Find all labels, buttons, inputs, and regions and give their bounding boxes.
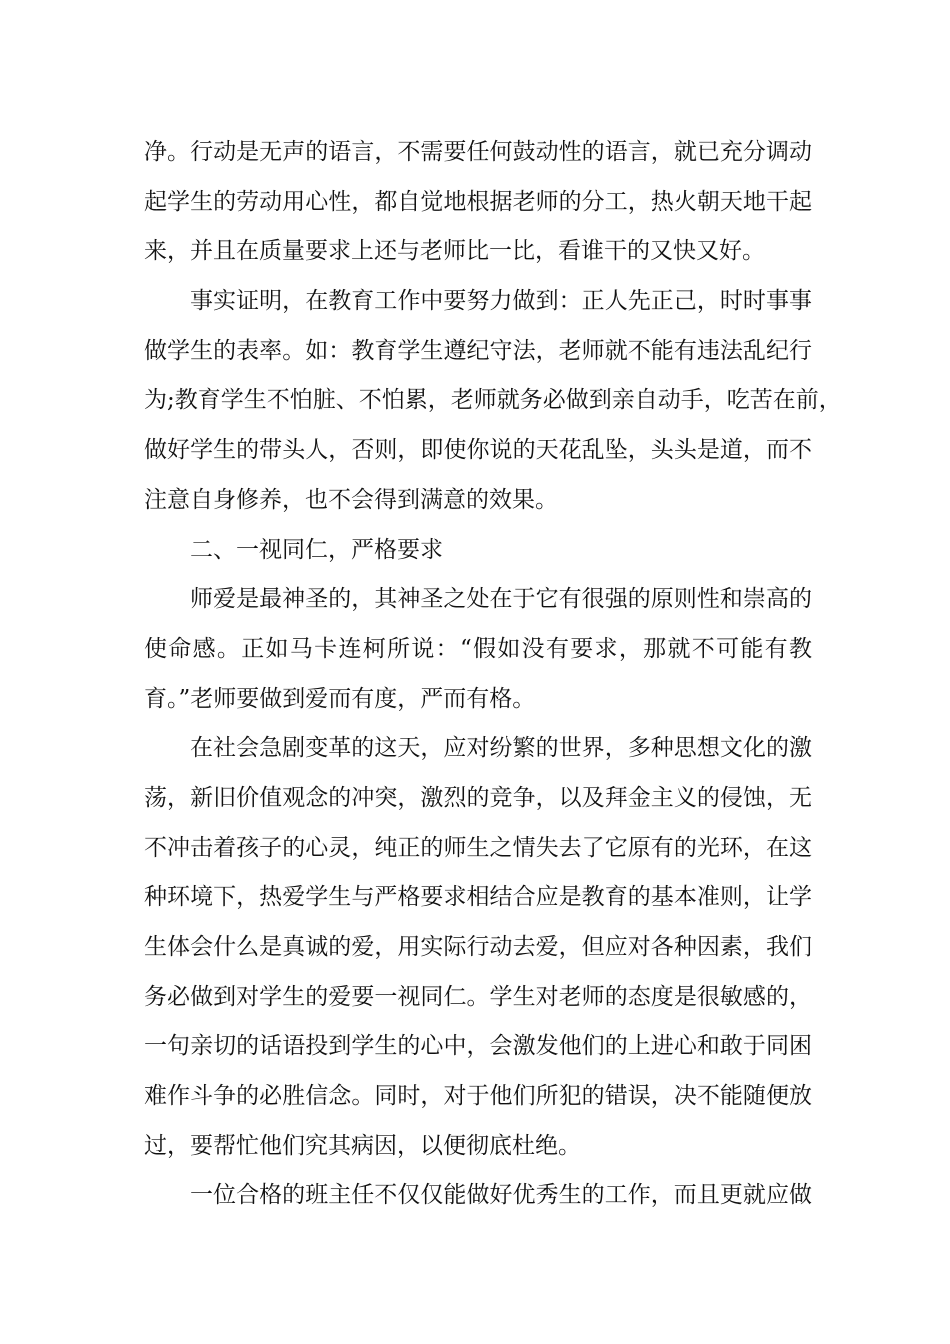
document-body xyxy=(144,128,842,1221)
paragraph-first-line: 事实证明，在教育工作中要努力做到：正人先正己，时时事事 xyxy=(190,288,812,315)
paragraph-first-line: 师爱是最神圣的，其神圣之处在于它有很强的原则性和崇高的 xyxy=(190,586,812,613)
text-line: 注意自身修养，也不会得到满意的效果。 xyxy=(144,486,558,513)
text-line: 起学生的劳动用心性，都自觉地根据老师的分工，热火朝天地干起 xyxy=(144,188,812,215)
text-line: 生体会什么是真诚的爱，用实际行动去爱，但应对各种因素，我们 xyxy=(144,934,812,960)
paragraph-first-line: 在社会急剧变革的这天，应对纷繁的世界，多种思想文化的激 xyxy=(190,735,812,762)
text-line: 荡，新旧价值观念的冲突，激烈的竞争，以及拜金主义的侵蚀，无 xyxy=(144,784,812,811)
text-line: 务必做到对学生的爱要一视同仁。学生对老师的态度是很敏感的， xyxy=(144,983,812,1010)
text-line: 不冲击着孩子的心灵，纯正的师生之情失去了它原有的光环，在这 xyxy=(144,834,812,861)
text-line: 一句亲切的话语投到学生的心中，会激发他们的上进心和敢于同困 xyxy=(144,1033,812,1060)
text-line: 过，要帮忙他们究其病因，以便彻底杜绝。 xyxy=(144,1132,581,1159)
text-line: 难作斗争的必胜信念。同时，对于他们所犯的错误，决不能随便放 xyxy=(144,1083,812,1110)
text-line: 来，并且在质量要求上还与老师比一比，看谁干的又快又好。 xyxy=(144,238,765,265)
text-line: 育。”老师要做到爱而有度，严而有格。 xyxy=(144,685,536,712)
paragraph-first-line: 一位合格的班主任不仅仅能做好优秀生的工作，而且更就应做 xyxy=(190,1182,812,1209)
text-line: 做好学生的带头人，否则，即使你说的天花乱坠，头头是道，而不 xyxy=(144,437,812,464)
section-heading: 二、一视同仁，严格要求 xyxy=(190,536,443,563)
text-line: 种环境下，热爱学生与严格要求相结合应是教育的基本准则，让学 xyxy=(144,884,812,911)
text-line: 做学生的表率。如：教育学生遵纪守法，老师就不能有违法乱纪行 xyxy=(144,337,812,364)
text-line: 使命感。正如马卡连柯所说：“假如没有要求，那就不可能有教 xyxy=(144,635,812,662)
text-line: 净。行动是无声的语言，不需要任何鼓动性的语言，就已充分调动 xyxy=(144,139,812,165)
text-line: 为;教育学生不怕脏、不怕累，老师就务必做到亲自动手，吃苦在前， xyxy=(144,387,842,414)
